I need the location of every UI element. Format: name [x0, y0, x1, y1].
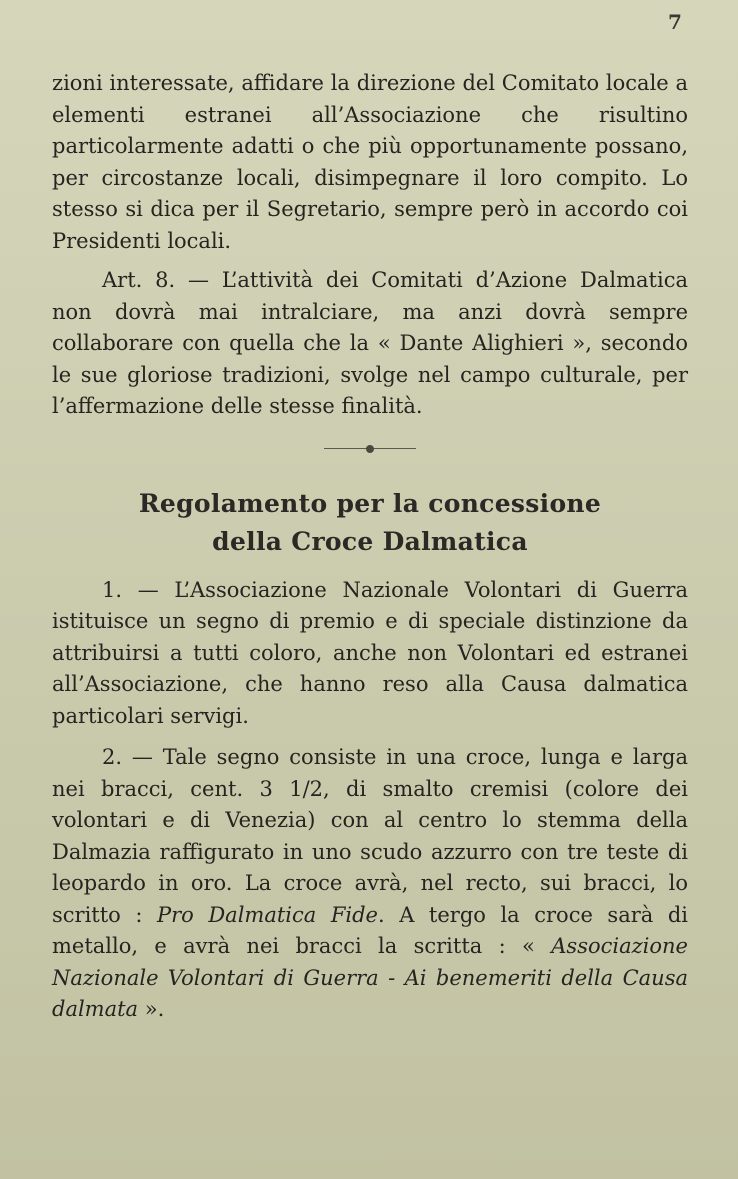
section-heading	[52, 485, 688, 561]
item-2-inscription: Associazione Nazionale Volontari di Guerra - Ai benemeriti della Causa dalmata	[52, 934, 688, 1021]
item-2-text-c: ».	[138, 997, 165, 1021]
item-2-text-a: 2. — Tale segno consiste in una croce, lunga e larga nei bracci, cent. 3 1/2, di smalto cremisi (colore dei volontari e di Venezia) con al centro lo stemma della Dalmazia raffigurato in uno scudo azzurro con tre teste di leopardo in oro. La croce avrà, nel recto, sui bracci, lo scritto :	[52, 745, 688, 927]
item-2-motto: Pro Dalmatica Fide	[156, 902, 378, 927]
section-divider	[324, 443, 416, 455]
paragraph-continuation: zioni interessate, affidare la direzione del Comitato locale a elementi estranei all’Associazione che risultino particolarmente adatti o che più opportunamente possano, per circostanze locali, disimpegnare il loro compito. Lo stesso si dica per il Segretario, sempre però in accordo coi Presidenti locali.	[52, 71, 688, 253]
document-page	[52, 68, 688, 1026]
paragraph-article-8: Art. 8. — L’attività dei Comitati d’Azione Dalmatica non dovrà mai intralciare, ma anzi dovrà sempre collaborare con quella che la « Dante Alighieri », secondo le sue gloriose tradizioni, svolge nel campo culturale, per l’affermazione delle stesse finalità.	[52, 268, 688, 418]
regulation-item-1: 1. — L’Associazione Nazionale Volontari di Guerra istituisce un segno di premio e di speciale distinzione da attribuirsi a tutti coloro, anche non Volontari ed estranei all’Associazione, che hanno reso alla Causa dalmatica particolari servigi.	[52, 577, 688, 728]
item-2-text-b: . A tergo la croce sarà di metallo, e avrà nei bracci la scritta : «	[52, 902, 688, 958]
heading-line-2: della Croce Dalmatica	[212, 526, 528, 556]
page-number: 7	[668, 10, 682, 34]
regulation-item-2	[52, 742, 688, 1026]
heading-line-1: Regolamento per la concessione	[138, 488, 602, 518]
